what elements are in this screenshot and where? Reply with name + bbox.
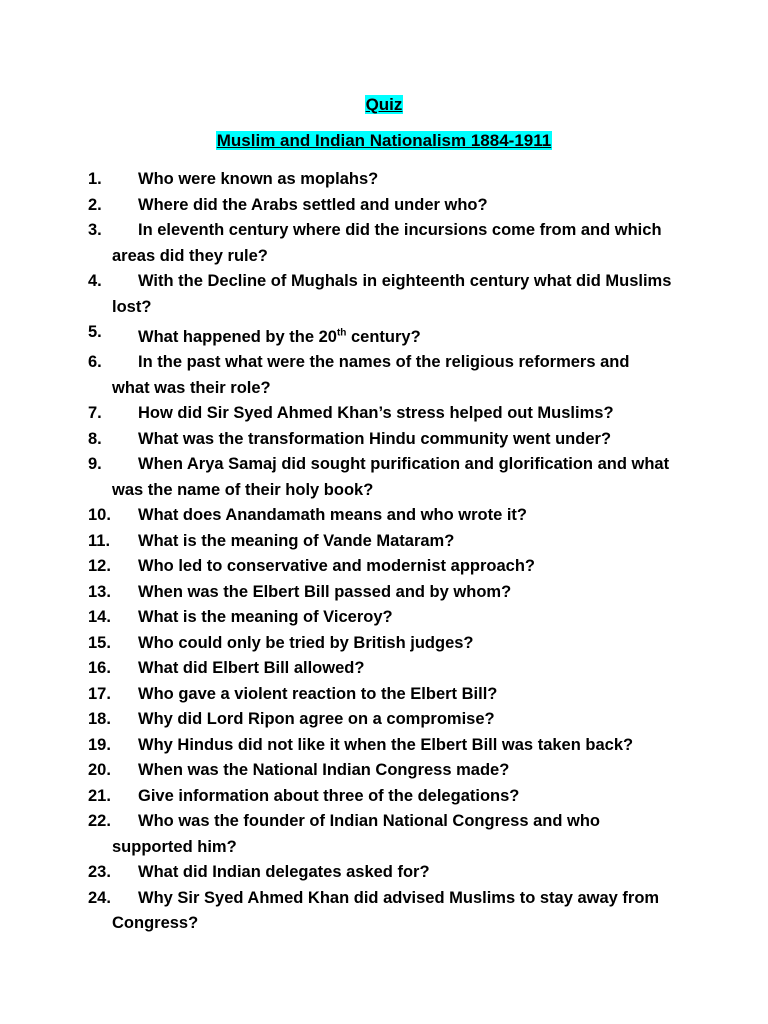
question-line: What is the meaning of Vande Mataram? — [138, 531, 455, 550]
question-line: What is the meaning of Viceroy? — [138, 608, 393, 626]
question-line: Give information about three of the delegations? — [138, 786, 520, 805]
question-line: Why Sir Syed Ahmed Khan did advised Muslims to stay away from — [138, 888, 660, 907]
question-line: Where did the Arabs settled and under who? — [138, 195, 488, 214]
question-continuation-line: Congress? — [112, 914, 199, 932]
question-number: 15. — [88, 633, 111, 652]
question-text — [138, 784, 688, 810]
question-text — [112, 269, 688, 320]
question-number: 6. — [88, 353, 102, 371]
question-text — [138, 631, 688, 657]
question-continuation-line: areas did they rule? — [112, 246, 268, 265]
question-line: Who led to conservative and modernist approach? — [138, 557, 535, 575]
question-text — [138, 580, 688, 606]
question-number: 1. — [88, 170, 102, 188]
question-line: In eleventh century where did the incursions come from and which — [138, 221, 662, 239]
question-line: Why Hindus did not like it when the Elbert Bill was taken back? — [138, 735, 634, 754]
question-item — [88, 218, 688, 269]
question-number: 14. — [88, 608, 111, 626]
question-line: In the past what were the names of the religious reformers and — [138, 353, 630, 371]
question-line: What does Anandamath means and who wrote it? — [138, 506, 528, 524]
question-text — [138, 682, 688, 708]
question-line: Who could only be tried by British judges? — [138, 633, 474, 652]
question-item — [88, 503, 688, 529]
question-text — [112, 809, 688, 860]
question-continuation-line: lost? — [112, 297, 152, 316]
question-number: 16. — [88, 659, 111, 677]
question-item — [88, 707, 688, 733]
question-item — [88, 758, 688, 784]
question-line: What happened by the 20th century? — [138, 327, 421, 346]
question-number: 8. — [88, 429, 102, 448]
question-item — [88, 529, 688, 555]
question-item — [88, 269, 688, 320]
question-item — [88, 167, 688, 193]
question-text — [138, 401, 688, 427]
quiz-title — [0, 95, 768, 115]
quiz-title-text: Quiz — [365, 95, 403, 114]
question-number: 11. — [88, 531, 111, 550]
question-number: 13. — [88, 582, 111, 601]
question-item — [88, 452, 688, 503]
question-line: What was the transformation Hindu community went under? — [138, 429, 612, 448]
question-number: 3. — [88, 221, 102, 239]
question-text — [138, 193, 688, 219]
question-number: 19. — [88, 735, 111, 754]
question-text — [112, 886, 688, 937]
question-item — [88, 320, 688, 350]
question-text — [112, 452, 688, 503]
question-item — [88, 580, 688, 606]
question-text — [138, 554, 688, 580]
question-line: When was the National Indian Congress made? — [138, 761, 510, 779]
question-number: 20. — [88, 761, 111, 779]
question-line: Who was the founder of Indian National Congress and who — [138, 812, 601, 830]
question-text — [138, 167, 688, 193]
question-continuation-line: supported him? — [112, 837, 237, 856]
question-line: What did Elbert Bill allowed? — [138, 659, 365, 677]
question-number: 18. — [88, 710, 111, 728]
question-text — [112, 350, 688, 401]
question-number: 24. — [88, 888, 111, 907]
question-number: 5. — [88, 323, 102, 341]
question-number: 22. — [88, 812, 111, 830]
question-text — [138, 605, 688, 631]
quiz-subtitle — [0, 131, 768, 151]
question-number: 4. — [88, 272, 102, 290]
question-line: What did Indian delegates asked for? — [138, 863, 430, 881]
question-item — [88, 784, 688, 810]
question-number: 17. — [88, 684, 111, 703]
question-text — [138, 320, 688, 350]
question-item — [88, 682, 688, 708]
question-item — [88, 631, 688, 657]
question-number: 12. — [88, 557, 111, 575]
question-line: Who were known as moplahs? — [138, 170, 379, 188]
question-item — [88, 427, 688, 453]
question-number: 7. — [88, 404, 102, 422]
question-text — [138, 707, 688, 733]
question-item — [88, 860, 688, 886]
question-text — [138, 656, 688, 682]
question-number: 10. — [88, 506, 111, 524]
question-item — [88, 886, 688, 937]
question-item — [88, 605, 688, 631]
question-line: When Arya Samaj did sought purification and glorification and what — [138, 455, 670, 473]
question-item — [88, 809, 688, 860]
question-item — [88, 656, 688, 682]
question-continuation-line: what was their role? — [112, 378, 271, 397]
question-text — [138, 733, 688, 759]
question-text — [138, 758, 688, 784]
question-item — [88, 733, 688, 759]
question-item — [88, 401, 688, 427]
question-text — [112, 218, 688, 269]
question-number: 21. — [88, 786, 111, 805]
question-text — [138, 503, 688, 529]
question-text — [138, 427, 688, 453]
question-line: With the Decline of Mughals in eighteenth century what did Muslims — [138, 272, 672, 290]
quiz-subtitle-text: Muslim and Indian Nationalism 1884-1911 — [216, 131, 552, 150]
question-number: 2. — [88, 195, 102, 214]
question-text — [138, 529, 688, 555]
question-number: 9. — [88, 455, 102, 473]
question-line: How did Sir Syed Ahmed Khan’s stress helped out Muslims? — [138, 404, 614, 422]
question-item — [88, 193, 688, 219]
question-list — [88, 167, 688, 937]
question-continuation-line: was the name of their holy book? — [112, 480, 374, 499]
question-item — [88, 350, 688, 401]
question-line: Why did Lord Ripon agree on a compromise? — [138, 710, 495, 728]
question-line: Who gave a violent reaction to the Elbert Bill? — [138, 684, 498, 703]
question-text — [138, 860, 688, 886]
question-item — [88, 554, 688, 580]
question-line: When was the Elbert Bill passed and by whom? — [138, 582, 512, 601]
question-number: 23. — [88, 863, 111, 881]
